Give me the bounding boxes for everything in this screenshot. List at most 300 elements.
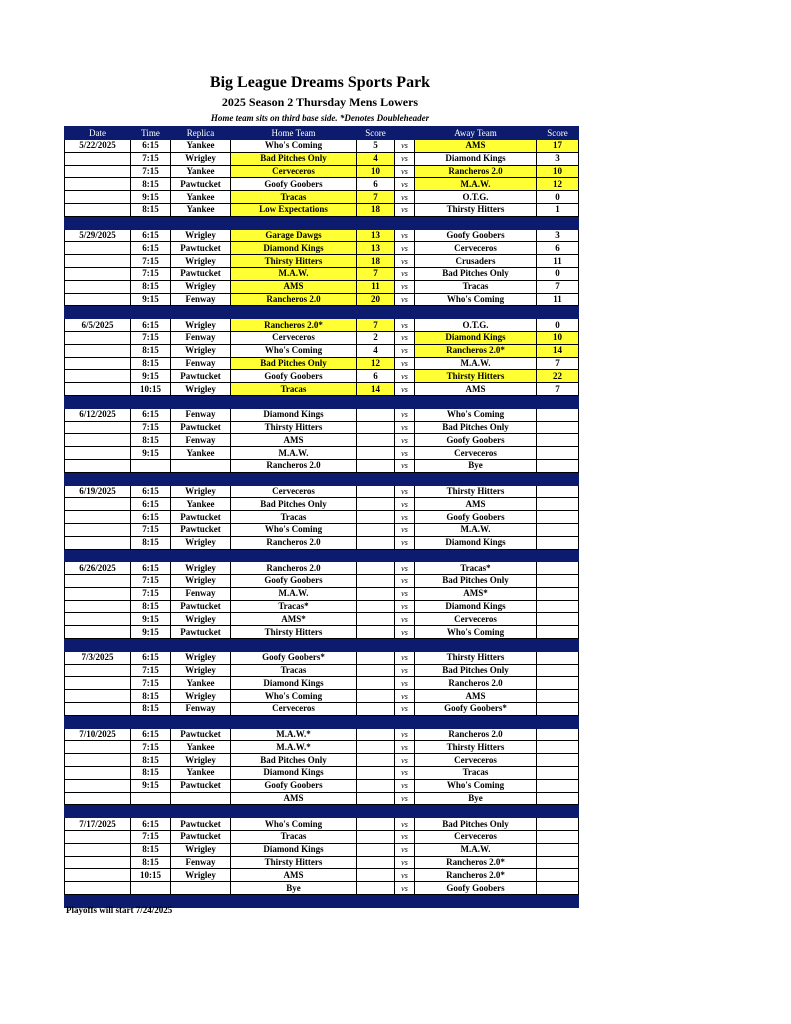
vs-cell: vs (395, 498, 415, 511)
home-score-cell: 11 (357, 280, 395, 293)
vs-cell: vs (395, 664, 415, 677)
away-team-cell: AMS (415, 383, 537, 396)
date-cell (65, 882, 131, 895)
vs-cell: vs (395, 613, 415, 626)
date-cell (65, 523, 131, 536)
replica-cell: Pawtucket (171, 242, 231, 255)
time-cell: 8:15 (131, 344, 171, 357)
away-team-cell: Bye (415, 792, 537, 805)
vs-cell: vs (395, 779, 415, 792)
home-team-cell: AMS (231, 280, 357, 293)
away-score-cell (537, 741, 579, 754)
home-score-cell (357, 856, 395, 869)
away-team-cell: Goofy Goobers (415, 434, 537, 447)
vs-cell: vs (395, 178, 415, 191)
home-team-cell: Diamond Kings (231, 408, 357, 421)
home-team-cell: M.A.W. (231, 267, 357, 280)
date-cell (65, 178, 131, 191)
vs-cell: vs (395, 562, 415, 575)
table-row (65, 459, 579, 472)
replica-cell: Wrigley (171, 562, 231, 575)
replica-cell: Yankee (171, 447, 231, 460)
date-cell (65, 869, 131, 882)
vs-cell: vs (395, 690, 415, 703)
table-row (65, 152, 579, 165)
home-team-cell: Cerveceros (231, 485, 357, 498)
table-row (65, 843, 579, 856)
table-row (65, 191, 579, 204)
replica-cell: Pawtucket (171, 626, 231, 639)
home-score-cell (357, 536, 395, 549)
vs-cell: vs (395, 523, 415, 536)
date-cell (65, 703, 131, 716)
time-cell: 10:15 (131, 383, 171, 396)
away-team-cell: Rancheros 2.0 (415, 728, 537, 741)
table-row (65, 434, 579, 447)
date-cell (65, 357, 131, 370)
away-team-cell: Rancheros 2.0* (415, 344, 537, 357)
away-score-cell (537, 575, 579, 588)
away-team-cell: Thirsty Hitters (415, 485, 537, 498)
table-row (65, 140, 579, 153)
home-team-cell: Thirsty Hitters (231, 626, 357, 639)
table-row (65, 690, 579, 703)
home-team-cell: Low Expectations (231, 203, 357, 216)
replica-cell: Pawtucket (171, 421, 231, 434)
home-score-cell (357, 728, 395, 741)
vs-cell: vs (395, 152, 415, 165)
replica-cell: Pawtucket (171, 178, 231, 191)
time-cell: 7:15 (131, 152, 171, 165)
vs-cell: vs (395, 267, 415, 280)
away-score-cell (537, 459, 579, 472)
vs-cell: vs (395, 882, 415, 895)
date-cell (65, 741, 131, 754)
home-score-cell (357, 434, 395, 447)
away-score-cell (537, 754, 579, 767)
replica-cell: Yankee (171, 498, 231, 511)
home-score-cell (357, 600, 395, 613)
away-team-cell: M.A.W. (415, 523, 537, 536)
home-score-cell (357, 459, 395, 472)
home-team-cell: Bad Pitches Only (231, 152, 357, 165)
home-score-cell: 14 (357, 383, 395, 396)
table-header-row (65, 127, 579, 140)
date-cell (65, 267, 131, 280)
vs-cell: vs (395, 421, 415, 434)
time-cell: 6:15 (131, 242, 171, 255)
vs-cell: vs (395, 485, 415, 498)
time-cell: 8:15 (131, 280, 171, 293)
date-cell (65, 293, 131, 306)
home-score-cell (357, 754, 395, 767)
date-cell (65, 690, 131, 703)
table-row (65, 869, 579, 882)
home-team-cell: Diamond Kings (231, 843, 357, 856)
col-header-home-team: Home Team (231, 127, 357, 140)
date-cell (65, 767, 131, 780)
time-cell: 9:15 (131, 447, 171, 460)
date-cell (65, 498, 131, 511)
home-team-cell: Tracas (231, 191, 357, 204)
home-team-cell: Thirsty Hitters (231, 255, 357, 268)
time-cell: 10:15 (131, 869, 171, 882)
replica-cell: Fenway (171, 408, 231, 421)
away-score-cell (537, 882, 579, 895)
away-team-cell: Tracas (415, 767, 537, 780)
home-score-cell (357, 818, 395, 831)
table-row (65, 741, 579, 754)
date-cell (65, 575, 131, 588)
week-separator (65, 472, 579, 485)
home-team-cell: Goofy Goobers (231, 178, 357, 191)
time-cell: 7:15 (131, 255, 171, 268)
away-score-cell (537, 613, 579, 626)
home-team-cell: Goofy Goobers (231, 575, 357, 588)
table-row (65, 408, 579, 421)
time-cell: 9:15 (131, 626, 171, 639)
home-team-cell: Cerveceros (231, 703, 357, 716)
away-team-cell: Rancheros 2.0 (415, 677, 537, 690)
table-row (65, 587, 579, 600)
home-score-cell (357, 869, 395, 882)
table-row (65, 882, 579, 895)
replica-cell: Wrigley (171, 664, 231, 677)
away-score-cell: 17 (537, 140, 579, 153)
home-score-cell (357, 767, 395, 780)
home-team-cell: Diamond Kings (231, 767, 357, 780)
table-row (65, 779, 579, 792)
home-team-cell: Garage Dawgs (231, 229, 357, 242)
away-team-cell: Rancheros 2.0 (415, 165, 537, 178)
away-score-cell (537, 690, 579, 703)
away-score-cell (537, 677, 579, 690)
time-cell: 6:15 (131, 562, 171, 575)
replica-cell: Pawtucket (171, 267, 231, 280)
vs-cell: vs (395, 767, 415, 780)
away-team-cell: Cerveceros (415, 447, 537, 460)
replica-cell: Yankee (171, 741, 231, 754)
vs-cell: vs (395, 600, 415, 613)
away-score-cell (537, 767, 579, 780)
replica-cell: Wrigley (171, 536, 231, 549)
away-score-cell: 6 (537, 242, 579, 255)
home-team-cell: Thirsty Hitters (231, 856, 357, 869)
table-row (65, 485, 579, 498)
date-cell (65, 677, 131, 690)
week-separator-bar (65, 639, 579, 652)
home-score-cell (357, 651, 395, 664)
time-cell: 7:15 (131, 421, 171, 434)
replica-cell: Wrigley (171, 485, 231, 498)
vs-cell: vs (395, 459, 415, 472)
date-cell (65, 370, 131, 383)
home-team-cell: Bad Pitches Only (231, 754, 357, 767)
vs-cell: vs (395, 344, 415, 357)
away-team-cell: Goofy Goobers (415, 511, 537, 524)
replica-cell: Fenway (171, 587, 231, 600)
away-score-cell: 14 (537, 344, 579, 357)
table-row (65, 818, 579, 831)
week-separator (65, 306, 579, 319)
table-row (65, 575, 579, 588)
date-cell (65, 459, 131, 472)
away-score-cell (537, 728, 579, 741)
vs-cell: vs (395, 626, 415, 639)
away-team-cell: AMS* (415, 587, 537, 600)
date-cell (65, 434, 131, 447)
time-cell (131, 792, 171, 805)
table-row (65, 357, 579, 370)
home-team-cell: Bye (231, 882, 357, 895)
home-score-cell: 18 (357, 203, 395, 216)
replica-cell: Pawtucket (171, 370, 231, 383)
home-score-cell (357, 408, 395, 421)
away-team-cell: Tracas (415, 280, 537, 293)
home-team-cell: Rancheros 2.0 (231, 293, 357, 306)
replica-cell: Wrigley (171, 613, 231, 626)
replica-cell: Fenway (171, 856, 231, 869)
col-header-away-team: Away Team (415, 127, 537, 140)
playoffs-note: Playoffs will start 7/24/2025 (66, 905, 173, 915)
replica-cell: Fenway (171, 331, 231, 344)
home-score-cell: 5 (357, 140, 395, 153)
vs-cell: vs (395, 703, 415, 716)
date-cell: 7/17/2025 (65, 818, 131, 831)
col-header-time: Time (131, 127, 171, 140)
home-score-cell: 7 (357, 267, 395, 280)
date-cell: 7/3/2025 (65, 651, 131, 664)
replica-cell: Yankee (171, 203, 231, 216)
table-row (65, 498, 579, 511)
date-cell (65, 587, 131, 600)
away-team-cell: Diamond Kings (415, 600, 537, 613)
away-team-cell: Thirsty Hitters (415, 203, 537, 216)
vs-cell: vs (395, 383, 415, 396)
away-team-cell: Bad Pitches Only (415, 664, 537, 677)
home-team-cell: AMS* (231, 613, 357, 626)
home-team-cell: Bad Pitches Only (231, 498, 357, 511)
home-team-cell: M.A.W.* (231, 741, 357, 754)
home-score-cell: 13 (357, 242, 395, 255)
away-score-cell: 3 (537, 229, 579, 242)
replica-cell: Wrigley (171, 383, 231, 396)
home-team-cell: Who's Coming (231, 523, 357, 536)
vs-cell: vs (395, 831, 415, 844)
away-score-cell (537, 869, 579, 882)
away-team-cell: M.A.W. (415, 843, 537, 856)
away-score-cell (537, 843, 579, 856)
away-team-cell: Goofy Goobers* (415, 703, 537, 716)
away-team-cell: M.A.W. (415, 178, 537, 191)
home-team-cell: Who's Coming (231, 690, 357, 703)
away-score-cell: 0 (537, 267, 579, 280)
time-cell: 8:15 (131, 856, 171, 869)
away-score-cell: 7 (537, 383, 579, 396)
replica-cell: Yankee (171, 165, 231, 178)
home-score-cell (357, 447, 395, 460)
replica-cell: Yankee (171, 677, 231, 690)
table-row (65, 293, 579, 306)
home-score-cell: 18 (357, 255, 395, 268)
date-cell (65, 242, 131, 255)
time-cell: 8:15 (131, 690, 171, 703)
replica-cell: Yankee (171, 767, 231, 780)
replica-cell: Yankee (171, 140, 231, 153)
home-score-cell (357, 421, 395, 434)
replica-cell (171, 792, 231, 805)
away-score-cell (537, 536, 579, 549)
home-team-cell: M.A.W. (231, 587, 357, 600)
time-cell: 6:15 (131, 651, 171, 664)
away-score-cell (537, 523, 579, 536)
away-score-cell (537, 485, 579, 498)
vs-cell: vs (395, 587, 415, 600)
home-team-cell: Who's Coming (231, 344, 357, 357)
col-header-away-score: Score (537, 127, 579, 140)
away-team-cell: Bad Pitches Only (415, 421, 537, 434)
vs-cell: vs (395, 869, 415, 882)
time-cell: 7:15 (131, 165, 171, 178)
time-cell: 6:15 (131, 498, 171, 511)
replica-cell: Wrigley (171, 690, 231, 703)
home-score-cell: 6 (357, 178, 395, 191)
vs-cell: vs (395, 165, 415, 178)
time-cell: 6:15 (131, 511, 171, 524)
table-row (65, 831, 579, 844)
week-separator-bar (65, 216, 579, 229)
away-score-cell: 0 (537, 319, 579, 332)
page-title: Big League Dreams Sports Park (209, 74, 431, 91)
time-cell: 6:15 (131, 319, 171, 332)
date-cell: 6/19/2025 (65, 485, 131, 498)
home-score-cell (357, 485, 395, 498)
replica-cell: Pawtucket (171, 831, 231, 844)
time-cell: 8:15 (131, 600, 171, 613)
away-score-cell (537, 703, 579, 716)
time-cell: 7:15 (131, 831, 171, 844)
time-cell: 8:15 (131, 703, 171, 716)
date-cell (65, 664, 131, 677)
home-team-cell: Diamond Kings (231, 242, 357, 255)
home-score-cell (357, 511, 395, 524)
date-cell (65, 331, 131, 344)
away-score-cell: 1 (537, 203, 579, 216)
vs-cell: vs (395, 575, 415, 588)
vs-cell: vs (395, 357, 415, 370)
away-team-cell: Diamond Kings (415, 331, 537, 344)
replica-cell: Pawtucket (171, 600, 231, 613)
date-cell: 6/12/2025 (65, 408, 131, 421)
replica-cell: Wrigley (171, 229, 231, 242)
away-score-cell (537, 562, 579, 575)
date-cell (65, 536, 131, 549)
replica-cell: Wrigley (171, 255, 231, 268)
table-row (65, 421, 579, 434)
time-cell: 8:15 (131, 767, 171, 780)
table-row (65, 523, 579, 536)
replica-cell: Pawtucket (171, 523, 231, 536)
vs-cell: vs (395, 370, 415, 383)
time-cell: 9:15 (131, 613, 171, 626)
week-separator (65, 549, 579, 562)
week-separator-bar (65, 805, 579, 818)
date-cell (65, 280, 131, 293)
table-row (65, 677, 579, 690)
away-team-cell: Diamond Kings (415, 152, 537, 165)
week-separator (65, 805, 579, 818)
time-cell: 8:15 (131, 178, 171, 191)
table-row (65, 651, 579, 664)
home-score-cell (357, 587, 395, 600)
away-score-cell: 10 (537, 331, 579, 344)
table-row (65, 754, 579, 767)
home-team-cell: Cerveceros (231, 331, 357, 344)
table-row (65, 562, 579, 575)
away-score-cell (537, 498, 579, 511)
date-cell (65, 843, 131, 856)
vs-cell: vs (395, 408, 415, 421)
away-score-cell (537, 587, 579, 600)
vs-cell: vs (395, 331, 415, 344)
week-separator (65, 395, 579, 408)
table-row (65, 331, 579, 344)
away-team-cell: O.T.G. (415, 191, 537, 204)
time-cell: 7:15 (131, 741, 171, 754)
replica-cell: Pawtucket (171, 511, 231, 524)
away-score-cell: 10 (537, 165, 579, 178)
time-cell: 8:15 (131, 754, 171, 767)
table-row (65, 242, 579, 255)
vs-cell: vs (395, 229, 415, 242)
table-row (65, 511, 579, 524)
home-team-cell: Tracas* (231, 600, 357, 613)
home-score-cell (357, 498, 395, 511)
away-score-cell (537, 434, 579, 447)
date-cell (65, 165, 131, 178)
home-score-cell: 7 (357, 191, 395, 204)
table-row (65, 767, 579, 780)
table-row (65, 856, 579, 869)
date-cell (65, 421, 131, 434)
time-cell: 7:15 (131, 331, 171, 344)
date-cell: 6/26/2025 (65, 562, 131, 575)
away-score-cell: 0 (537, 191, 579, 204)
vs-cell: vs (395, 255, 415, 268)
date-cell (65, 383, 131, 396)
date-cell (65, 203, 131, 216)
col-header-date: Date (65, 127, 131, 140)
away-score-cell (537, 856, 579, 869)
away-team-cell: Bad Pitches Only (415, 818, 537, 831)
home-team-cell: Cerveceros (231, 165, 357, 178)
away-team-cell: AMS (415, 690, 537, 703)
replica-cell: Wrigley (171, 344, 231, 357)
time-cell (131, 459, 171, 472)
table-row (65, 383, 579, 396)
away-team-cell: AMS (415, 498, 537, 511)
away-team-cell: Rancheros 2.0* (415, 856, 537, 869)
table-row (65, 203, 579, 216)
away-team-cell: Goofy Goobers (415, 882, 537, 895)
table-row (65, 280, 579, 293)
home-team-cell: Who's Coming (231, 818, 357, 831)
date-cell: 6/5/2025 (65, 319, 131, 332)
date-cell (65, 792, 131, 805)
table-row (65, 255, 579, 268)
replica-cell: Wrigley (171, 843, 231, 856)
time-cell: 7:15 (131, 523, 171, 536)
